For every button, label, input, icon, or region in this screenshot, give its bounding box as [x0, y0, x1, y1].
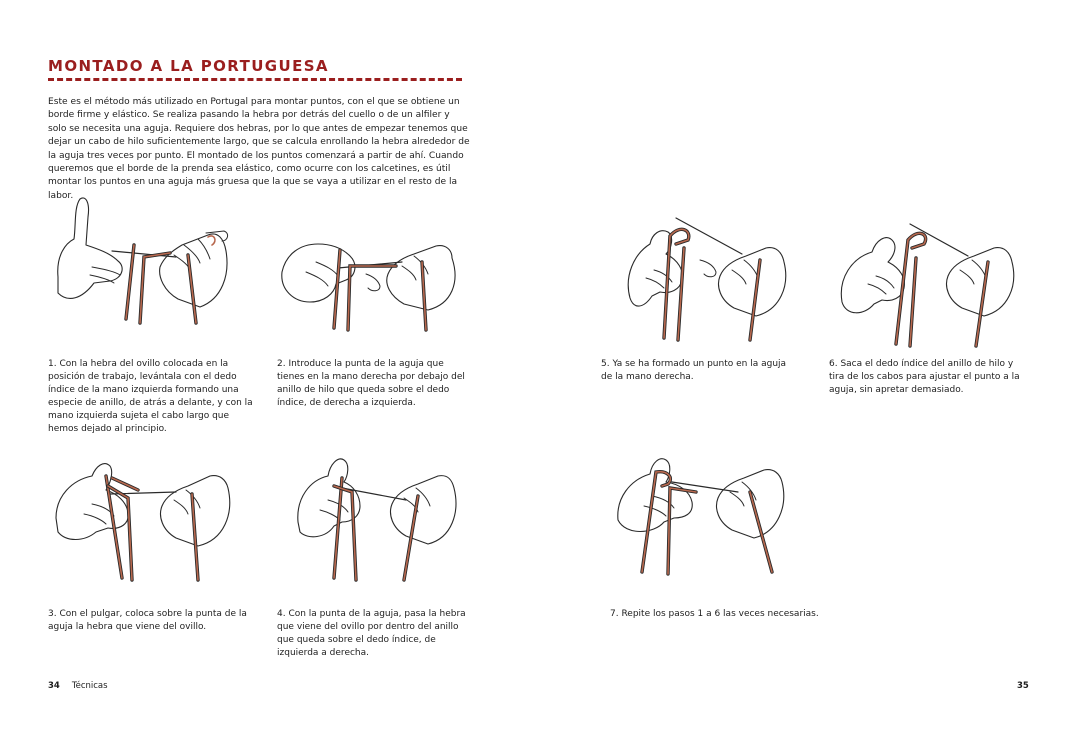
title-underline — [48, 78, 462, 81]
step-5-illustration — [600, 214, 795, 344]
right-page-number: 35 — [1017, 681, 1029, 691]
step-4-illustration — [294, 452, 464, 582]
step-6-caption: 6. Saca el dedo índice del anillo de hilo y tira de los cabos para ajustar el punto a la aguja, sin apretar demasiado. — [829, 359, 1020, 395]
step-7-illustration — [612, 452, 792, 577]
step-2-illustration — [276, 232, 466, 332]
page-title: MONTADO A LA PORTUGUESA — [48, 57, 329, 75]
step-7-caption: 7. Repite los pasos 1 a 6 las veces necesarias. — [610, 609, 819, 619]
step-1-illustration — [48, 195, 238, 330]
left-page-number: 34 — [48, 681, 60, 691]
step-3-illustration — [48, 458, 238, 583]
section-name: Técnicas — [71, 681, 108, 691]
step-2-caption: 2. Introduce la punta de la aguja que tienes en la mano derecha por debajo del anillo de hilo que queda sobre el dedo índice, de derecha a izquierda. — [277, 359, 465, 408]
step-6-illustration — [836, 222, 1021, 347]
step-1-caption: 1. Con la hebra del ovillo colocada en la posición de trabajo, levántala con el dedo índice de la mano izquierda formando una especie de anillo, de atrás a delante, y con la mano izquierda sujeta el cabo largo que hemos dejado al principio. — [48, 359, 253, 434]
step-4-caption: 4. Con la punta de la aguja, pasa la hebra que viene del ovillo por dentro del anillo que queda sobre el dedo índice, de izquierda a derecha. — [277, 609, 466, 658]
step-3-caption: 3. Con el pulgar, coloca sobre la punta de la aguja la hebra que viene del ovillo. — [48, 609, 247, 632]
left-page-footer — [48, 681, 108, 691]
step-5-caption: 5. Ya se ha formado un punto en la aguja de la mano derecha. — [601, 359, 787, 382]
intro-paragraph: Este es el método más utilizado en Portugal para montar puntos, con el que se obtiene un borde firme y elástico. Se realiza pasando la hebra por detrás del cuello o de un alfiler y solo se necesita una aguja. Requiere dos hebras, por lo que antes de empezar tenemos que dejar un cabo de hilo suficientemente largo, que se calcula enrollando la hebra alrededor de la aguja tres veces por punto. El montado de los puntos comenzará a partir de ahí. Cuando queremos que el borde de la prenda sea elástico, como ocurre con los calcetines, es útil montar los puntos en una aguja más gruesa que la que se vaya a utilizar en el resto de la labor. — [48, 97, 470, 201]
